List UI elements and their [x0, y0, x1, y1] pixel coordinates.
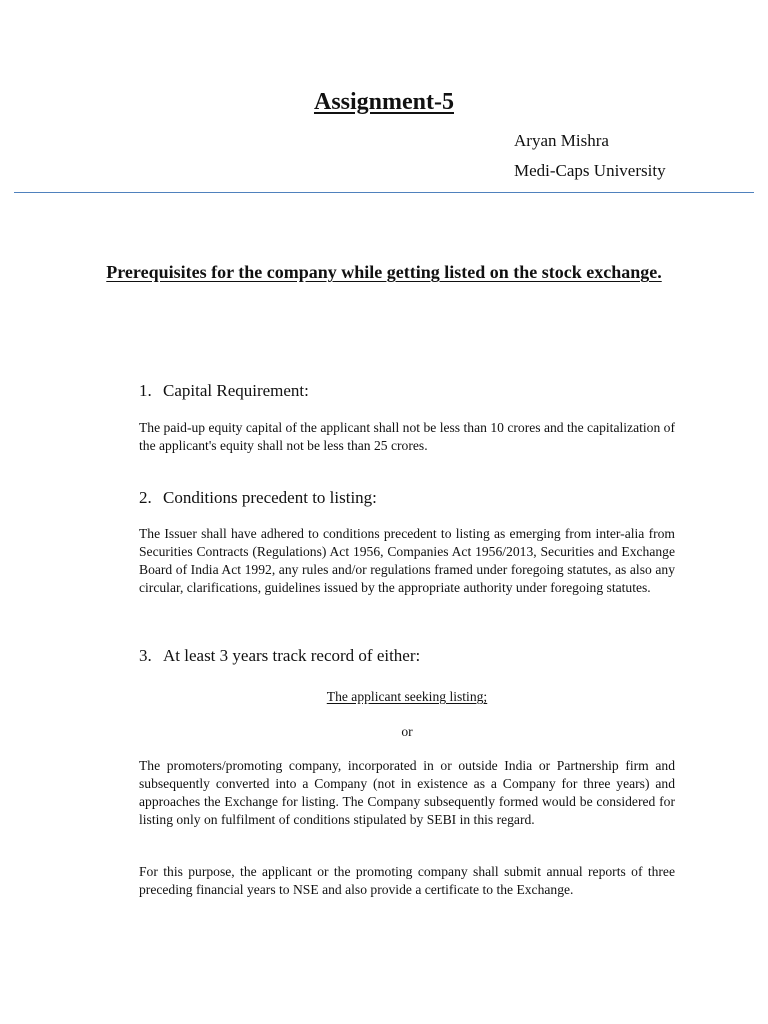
- header-divider: [14, 192, 754, 193]
- section-heading-capital-requirement: [139, 380, 309, 402]
- author-institution: Medi-Caps University: [514, 161, 666, 180]
- option-a-text: The applicant seeking listing;: [326, 689, 488, 704]
- track-record-closing-paragraph: For this purpose, the applicant or the promoting company shall submit annual reports of three preceding financial years to NSE and also provide a certificate to the Exchange.: [139, 864, 675, 897]
- section-heading-text: Capital Requirement:: [163, 381, 309, 400]
- document-title: Assignment-5: [313, 89, 454, 115]
- author-block: [514, 126, 666, 186]
- section-number: 3.: [139, 646, 152, 665]
- section-heading-text: At least 3 years track record of either:: [163, 646, 421, 665]
- option-separator: or: [401, 724, 413, 739]
- track-record-option-a: [139, 688, 675, 706]
- section-number: 1.: [139, 381, 152, 400]
- section-body-capital-requirement: The paid-up equity capital of the applicant shall not be less than 10 crores and the capitalization of the applicant's equity shall not be less than 25 crores.: [139, 420, 675, 453]
- section-body-conditions-precedent: The Issuer shall have adhered to conditions precedent to listing as emerging from inter-alia from Securities Contracts (Regulations) Act 1956, Companies Act 1956/2013, Securities and Exchange Board of India Act 1992, any rules and/or regulations framed under foregoing statutes, as also any circular, clarifications, guidelines issued by the appropriate authority under foregoing statutes.: [139, 526, 675, 595]
- section-number: 2.: [139, 488, 152, 507]
- section-heading-conditions-precedent: [139, 487, 377, 509]
- author-name: Aryan Mishra: [514, 131, 609, 150]
- section-heading-text: Conditions precedent to listing:: [163, 488, 377, 507]
- document-subtitle: Prerequisites for the company while getting listed on the stock exchange.: [106, 262, 662, 282]
- track-record-option-b: The promoters/promoting company, incorporated in or outside India or Partnership firm and subsequently converted into a Company (not in existence as a Company for three years) and approaches the Exchange for listing. The Company subsequently formed would be considered for listing only on fulfilment of conditions stipulated by SEBI in this regard.: [139, 758, 675, 827]
- section-heading-track-record: [139, 645, 420, 667]
